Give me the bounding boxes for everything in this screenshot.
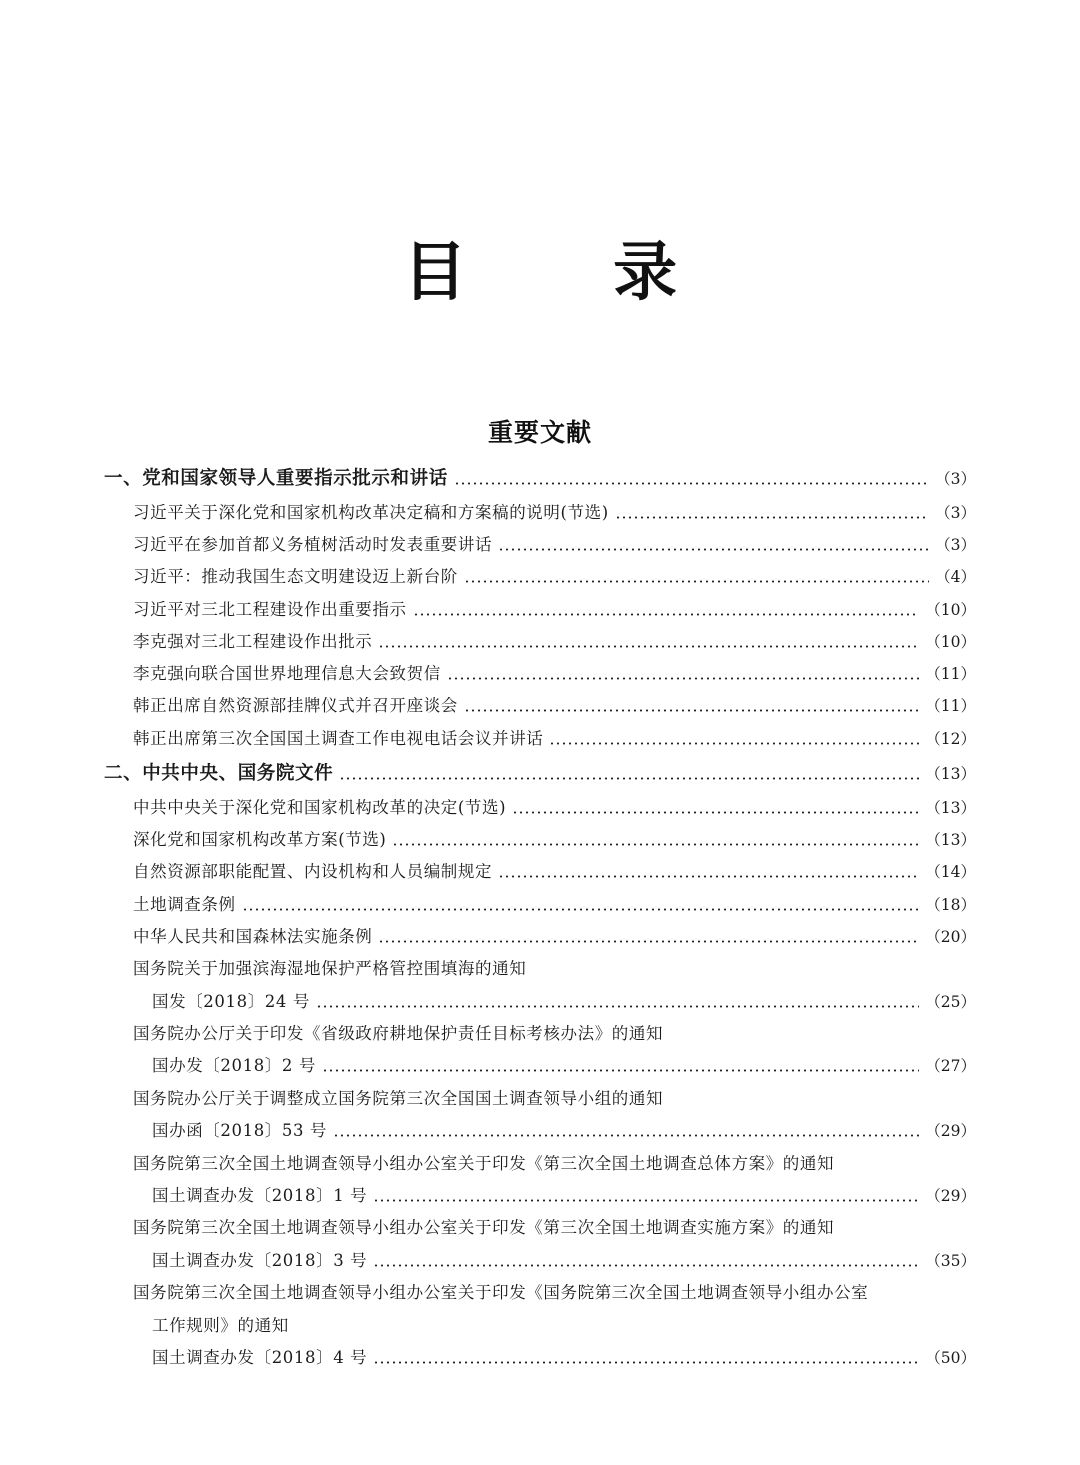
toc-entry[interactable]	[133, 1150, 834, 1178]
toc-page-number: （4）	[935, 568, 976, 586]
dot-leader	[498, 875, 919, 878]
toc-entry-text: 国务院关于加强滨海湿地保护严格管控围填海的通知	[133, 959, 527, 978]
toc-page-number: （12）	[925, 730, 976, 748]
toc-entry[interactable]	[133, 923, 976, 951]
toc-page-number: （29）	[925, 1122, 976, 1140]
toc-page-number: （25）	[925, 993, 976, 1011]
toc-entry-docnumber[interactable]	[152, 1182, 976, 1210]
toc-entry-text: 一、党和国家领导人重要指示批示和讲话	[104, 468, 448, 489]
toc-entry-text: 二、中共中央、国务院文件	[104, 763, 334, 784]
toc-entry-text: 习近平：推动我国生态文明建设迈上新台阶	[133, 567, 458, 586]
toc-entry-text: 中共中央关于深化党和国家机构改革的决定(节选)	[133, 798, 507, 817]
toc-entry[interactable]	[133, 955, 526, 983]
toc-page-number: （11）	[925, 665, 976, 683]
dot-leader	[464, 709, 919, 712]
toc-entry-text: 国土调查办发〔2018〕3 号	[152, 1251, 368, 1270]
toc-page-number: （27）	[925, 1057, 976, 1075]
dot-leader	[498, 548, 929, 551]
toc-page-number: （14）	[925, 863, 976, 881]
dot-leader	[373, 1361, 919, 1364]
toc-entry-text: 中华人民共和国森林法实施条例	[133, 927, 373, 946]
dot-leader	[378, 645, 919, 648]
toc-entry[interactable]	[133, 531, 976, 559]
toc-entry[interactable]	[133, 628, 976, 656]
toc-entry-continuation[interactable]	[152, 1312, 289, 1340]
dot-leader	[413, 613, 920, 616]
toc-entry-text: 习近平关于深化党和国家机构改革决定稿和方案稿的说明(节选)	[133, 503, 609, 522]
toc-entry-text: 自然资源部职能配置、内设机构和人员编制规定	[133, 862, 493, 881]
toc-page-number: （11）	[925, 697, 976, 715]
toc-entry-text: 国土调查办发〔2018〕1 号	[152, 1186, 368, 1205]
toc-page-number: （10）	[925, 633, 976, 651]
toc-entry-text: 国发〔2018〕24 号	[152, 992, 310, 1011]
toc-page-number: （29）	[925, 1187, 976, 1205]
dot-leader	[378, 940, 919, 943]
toc-entry[interactable]	[133, 826, 976, 854]
toc-page-number: （3）	[935, 470, 976, 488]
toc-page-number: （20）	[925, 928, 976, 946]
toc-entry-text: 李克强对三北工程建设作出批示	[133, 632, 373, 651]
toc-page-number: （18）	[925, 896, 976, 914]
toc-entry[interactable]	[133, 1085, 663, 1113]
dot-leader	[373, 1264, 919, 1267]
dot-leader	[512, 811, 919, 814]
dot-leader	[339, 777, 919, 780]
dot-leader	[615, 516, 929, 519]
toc-entry-text: 习近平对三北工程建设作出重要指示	[133, 600, 407, 619]
page-title: 目 录	[402, 236, 740, 310]
dot-leader	[322, 1069, 919, 1072]
dot-leader	[242, 908, 920, 911]
dot-leader	[447, 677, 919, 680]
toc-entry[interactable]	[133, 660, 976, 688]
dot-leader	[549, 742, 919, 745]
toc-entry-text: 国务院办公厅关于调整成立国务院第三次全国国土调查领导小组的通知	[133, 1089, 664, 1108]
toc-page-number: （3）	[935, 536, 976, 554]
toc-entry[interactable]	[133, 794, 976, 822]
toc-entry[interactable]	[133, 596, 976, 624]
toc-entry[interactable]	[133, 1214, 834, 1242]
toc-entry-text: 国办函〔2018〕53 号	[152, 1121, 328, 1140]
toc-entry[interactable]	[133, 858, 976, 886]
toc-entry[interactable]	[133, 1279, 868, 1307]
toc-entry-text: 工作规则》的通知	[152, 1316, 289, 1335]
toc-entry[interactable]	[133, 891, 976, 919]
dot-leader	[454, 482, 929, 485]
toc-page-number: （13）	[925, 799, 976, 817]
dot-leader	[373, 1199, 919, 1202]
toc-page-number: （13）	[925, 831, 976, 849]
toc-entry-text: 深化党和国家机构改革方案(节选)	[133, 830, 387, 849]
toc-page-number: （10）	[925, 601, 976, 619]
dot-leader	[316, 1005, 919, 1008]
toc-entry-docnumber[interactable]	[152, 988, 976, 1016]
toc-entry-text: 国务院第三次全国土地调查领导小组办公室关于印发《国务院第三次全国土地调查领导小组办公室	[133, 1283, 869, 1302]
toc-entry[interactable]	[133, 1020, 663, 1048]
toc-heading-leaders[interactable]	[104, 465, 976, 493]
dot-leader	[464, 580, 929, 583]
toc-heading-documents[interactable]	[104, 760, 976, 788]
toc-entry-text: 国务院第三次全国土地调查领导小组办公室关于印发《第三次全国土地调查实施方案》的通知	[133, 1218, 835, 1237]
toc-entry-text: 国土调查办发〔2018〕4 号	[152, 1348, 368, 1367]
toc-entry-docnumber[interactable]	[152, 1117, 976, 1145]
toc-entry-text: 国办发〔2018〕2 号	[152, 1056, 316, 1075]
toc-entry-text: 韩正出席第三次全国国土调查工作电视电话会议并讲话	[133, 729, 544, 748]
toc-entry-text: 李克强向联合国世界地理信息大会致贺信	[133, 664, 441, 683]
toc-page-number: （3）	[935, 504, 976, 522]
dot-leader	[392, 843, 919, 846]
toc-entry[interactable]	[133, 692, 976, 720]
toc-entry[interactable]	[133, 725, 976, 753]
toc-entry-text: 习近平在参加首都义务植树活动时发表重要讲话	[133, 535, 493, 554]
toc-entry-docnumber[interactable]	[152, 1052, 976, 1080]
toc-page-number: （50）	[925, 1349, 976, 1367]
dot-leader	[333, 1134, 919, 1137]
toc-entry[interactable]	[133, 499, 976, 527]
toc-entry-docnumber[interactable]	[152, 1344, 976, 1372]
toc-entry-text: 国务院第三次全国土地调查领导小组办公室关于印发《第三次全国土地调查总体方案》的通知	[133, 1154, 835, 1173]
section-title: 重要文献	[487, 418, 592, 447]
toc-entry-text: 土地调查条例	[133, 895, 236, 914]
toc-entry-text: 国务院办公厅关于印发《省级政府耕地保护责任目标考核办法》的通知	[133, 1024, 664, 1043]
toc-page-number: （13）	[925, 765, 976, 783]
toc-entry-text: 韩正出席自然资源部挂牌仪式并召开座谈会	[133, 696, 458, 715]
toc-entry-docnumber[interactable]	[152, 1247, 976, 1275]
toc-page-number: （35）	[925, 1252, 976, 1270]
toc-entry[interactable]	[133, 563, 976, 591]
